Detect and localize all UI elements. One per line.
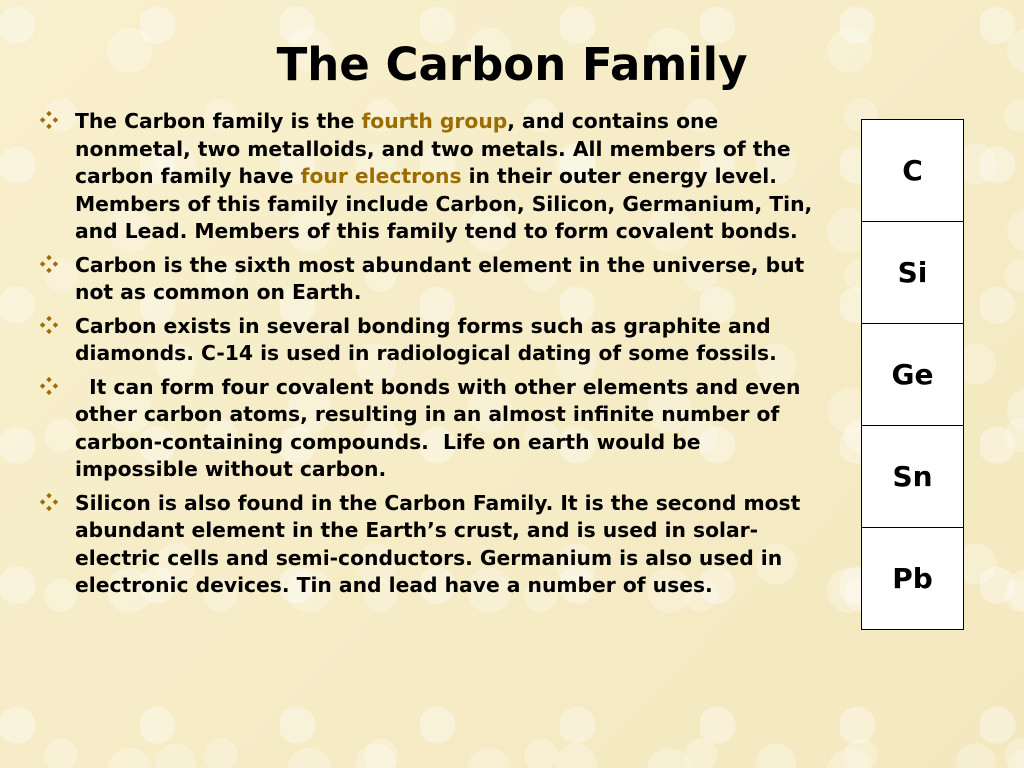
bullet-1-text-part-2: , and contains one nonmetal, two metalloids, and two metals. All members of the carbon family have: [75, 109, 791, 188]
diamond-bullet-icon: [38, 109, 60, 131]
bullet-1-highlight-four-electrons: four electrons: [300, 164, 462, 188]
element-row: [862, 222, 964, 324]
bullet-item-5: [38, 490, 813, 600]
diamond-bullet-icon: [38, 491, 60, 513]
bullet-2-text: Carbon is the sixth most abundant element in the universe, but not as common on Earth.: [75, 252, 805, 304]
diamond-bullet-icon: [38, 253, 60, 275]
bullet-3-text: Carbon exists in several bonding forms such as graphite and diamonds. C-14 is used in radiological dating of some fossils.: [75, 313, 777, 365]
bullet-list: [38, 108, 813, 606]
element-row: [862, 324, 964, 426]
element-row: [862, 426, 964, 528]
bullet-1-text-part-1: The Carbon family is the: [75, 109, 362, 133]
bullet-item-3: [38, 313, 813, 368]
diamond-bullet-icon: [38, 375, 60, 397]
bullet-item-2: [38, 252, 813, 307]
bullet-item-4: [38, 374, 813, 484]
bullet-5-text: Silicon is also found in the Carbon Family. It is the second most abundant element in the Earth’s crust, and is used in solar-electric cells and semi-conductors. Germanium is also used in electronic devices. Tin and lead have a number of uses.: [75, 490, 801, 597]
element-row: [862, 528, 964, 630]
bullet-1-highlight-fourth-group: fourth group: [361, 109, 508, 133]
element-row: [862, 120, 964, 222]
diamond-bullet-icon: [38, 314, 60, 336]
bullet-1-text-part-3: in their outer energy level. Members of this family include Carbon, Silicon, Germanium, Tin, and Lead. Members of this family tend to form covalent bonds.: [75, 164, 813, 243]
element-symbols-table: [861, 119, 964, 630]
element-symbol-carbon: C: [862, 120, 964, 222]
slide-title: The Carbon Family: [276, 38, 748, 91]
element-symbol-silicon: Si: [862, 222, 964, 324]
element-symbol-tin: Sn: [862, 426, 964, 528]
element-symbol-lead: Pb: [862, 528, 964, 630]
bullet-item-1: [38, 108, 813, 246]
bullet-4-text: It can form four covalent bonds with other elements and even other carbon atoms, resulting in an almost infinite number of carbon-containing compounds. Life on earth would be impossible without carbon.: [75, 374, 808, 481]
element-symbol-germanium: Ge: [862, 324, 964, 426]
